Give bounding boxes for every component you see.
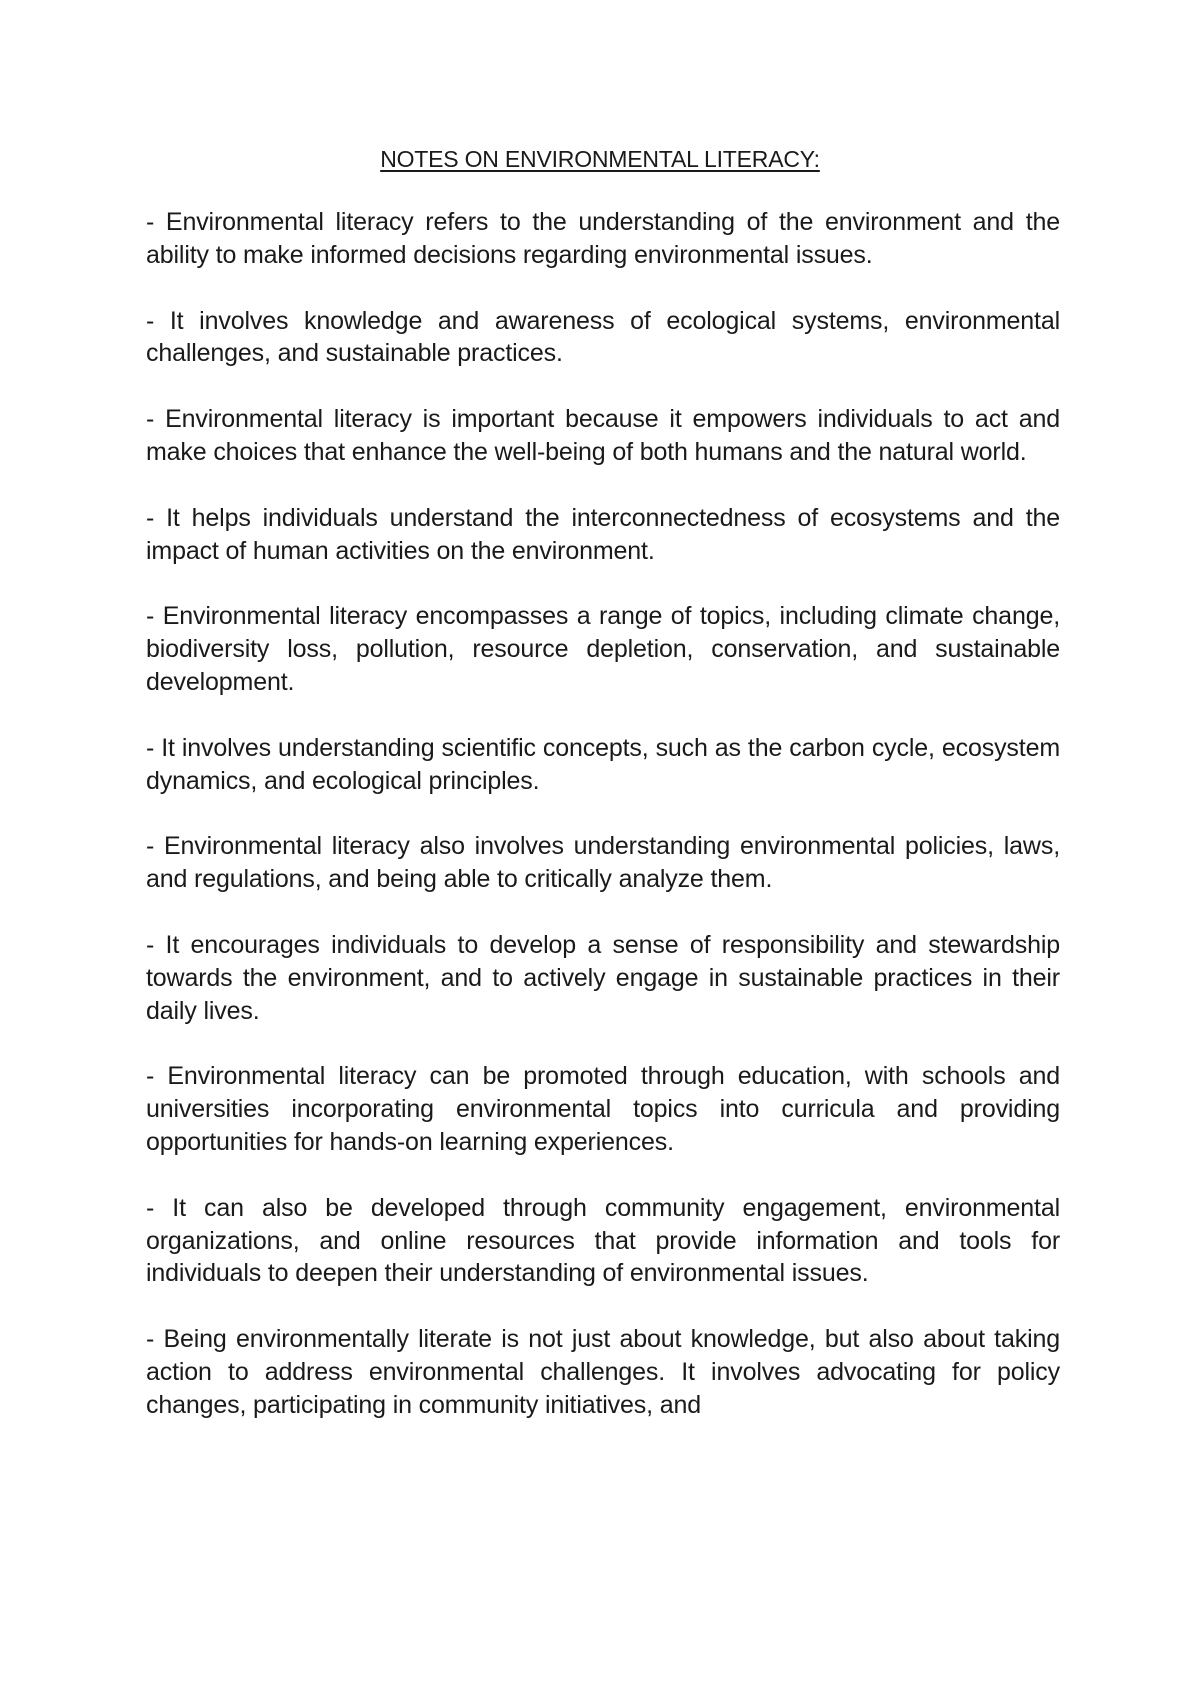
- note-paragraph: - Environmental literacy also involves understanding environmental policies, laws, and regulations, and being able to critically analyze them.: [146, 832, 1060, 894]
- note-paragraph: - It involves understanding scientific concepts, such as the carbon cycle, ecosystem dynamics, and ecological principles.: [146, 733, 1060, 795]
- note-paragraph: - It involves knowledge and awareness of ecological systems, environmental challenges, and sustainable practices.: [146, 306, 1060, 368]
- note-paragraph: - Environmental literacy can be promoted through education, with schools and universities incorporating environmental topics into curricula and providing opportunities for hands-on learning experiences.: [146, 1062, 1060, 1156]
- note-paragraph: - Being environmentally literate is not just about knowledge, but also about taking action to address environmental challenges. It involves advocating for policy changes, participating in community initiatives, and: [146, 1325, 1060, 1419]
- note-paragraph: - Environmental literacy is important because it empowers individuals to act and make choices that enhance the well-being of both humans and the natural world.: [146, 405, 1060, 466]
- note-paragraph: - It can also be developed through community engagement, environmental organizations, and online resources that provide information and tools for individuals to deepen their understanding of environmental issues.: [146, 1193, 1060, 1288]
- note-paragraph: - It encourages individuals to develop a sense of responsibility and stewardship towards the environment, and to actively engage in sustainable practices in their daily lives.: [146, 930, 1060, 1025]
- notes-list: [146, 206, 1060, 1455]
- note-paragraph: - Environmental literacy encompasses a range of topics, including climate change, biodiversity loss, pollution, resource depletion, conservation, and sustainable development.: [146, 602, 1060, 696]
- note-paragraph: - It helps individuals understand the interconnectedness of ecosystems and the impact of human activities on the environment.: [146, 503, 1060, 565]
- note-paragraph: - Environmental literacy refers to the understanding of the environment and the ability to make informed decisions regarding environmental issues.: [146, 208, 1060, 269]
- page-title: NOTES ON ENVIRONMENTAL LITERACY:: [380, 146, 820, 172]
